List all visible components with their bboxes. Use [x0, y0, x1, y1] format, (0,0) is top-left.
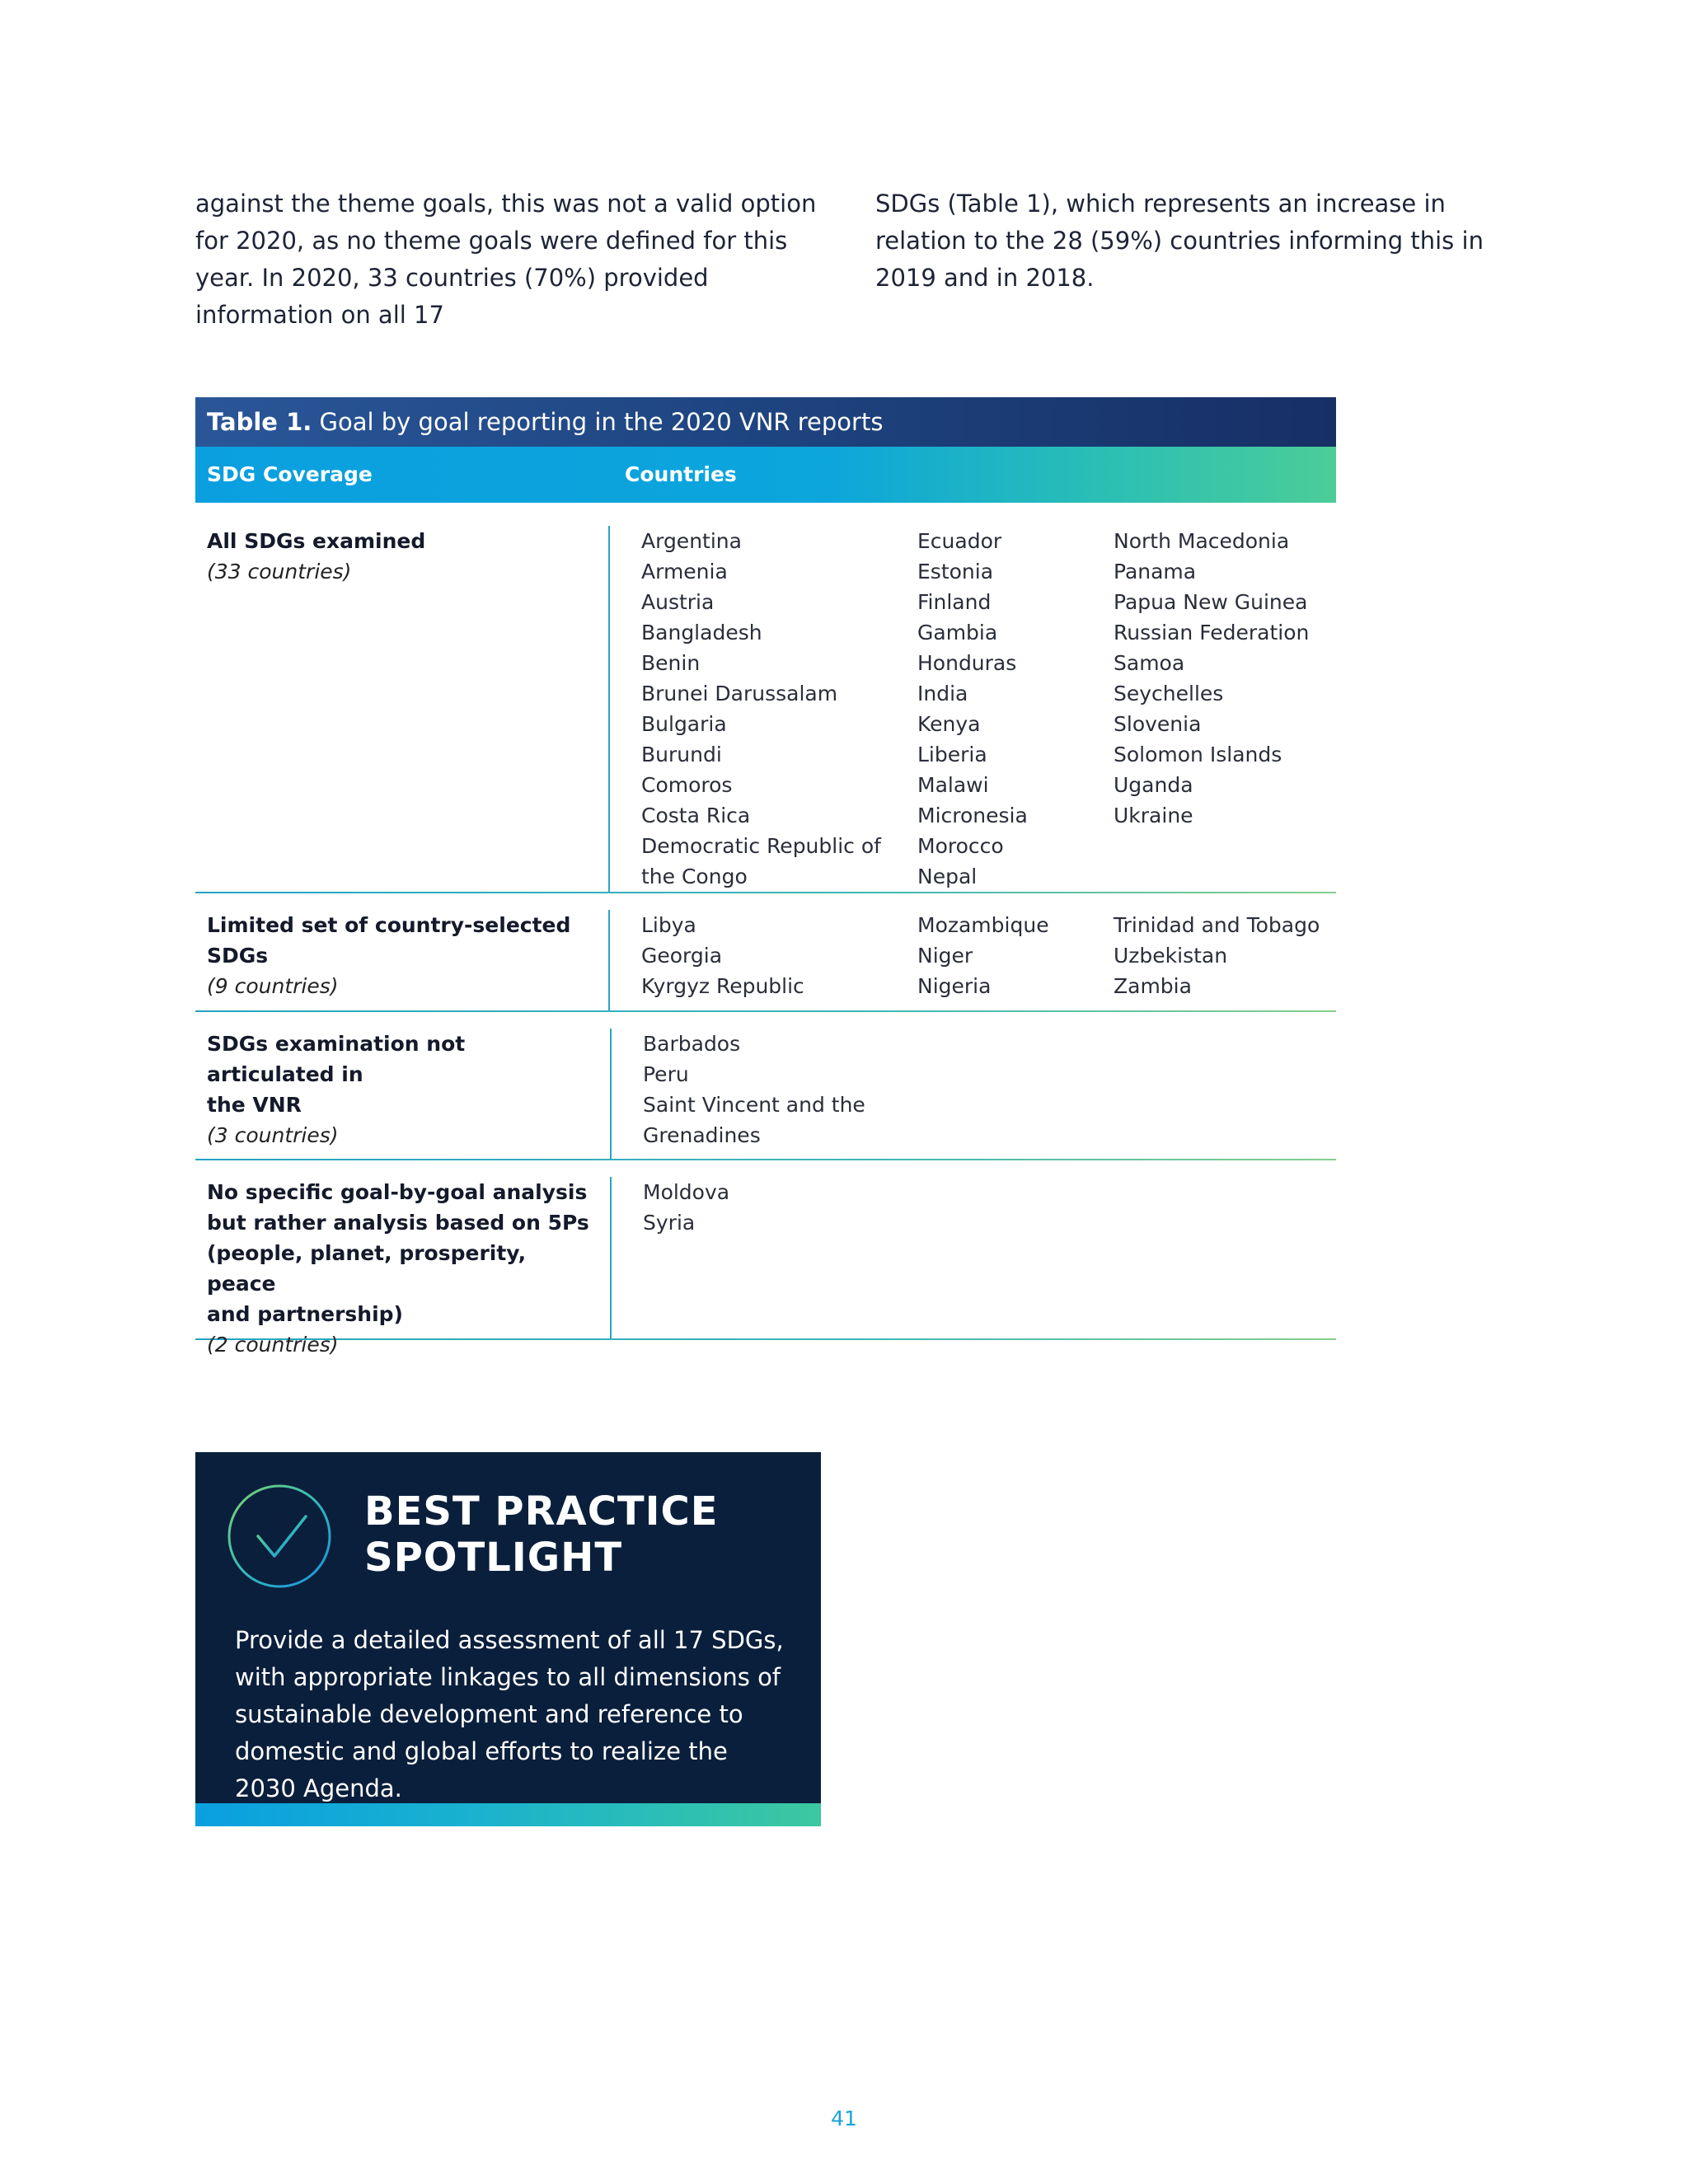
spotlight-text: Provide a detailed assessment of all 17 SDGs, with appropriate linkages to all dimensions of sustainable development and reference to domestic and global efforts to realize the 2030 Agenda. — [235, 1626, 784, 1802]
country: Burundi — [641, 743, 722, 766]
country: Saint Vincent and the — [643, 1093, 865, 1117]
coverage-title-line: (people, planet, prosperity, peace — [207, 1241, 527, 1296]
coverage-count: (2 countries) — [207, 1333, 339, 1357]
country: Trinidad and Tobago — [1114, 913, 1320, 937]
coverage-count: (33 countries) — [207, 560, 352, 583]
table-row — [195, 503, 1336, 893]
country: Russian Federation — [1114, 621, 1310, 644]
country: Democratic Republic of — [641, 834, 881, 858]
coverage-cell — [195, 1029, 612, 1159]
countries-column-1 — [643, 1029, 919, 1159]
table-row — [195, 1012, 1336, 1160]
country: Malawi — [917, 773, 989, 797]
header-sdg-coverage: SDG Coverage — [207, 462, 373, 486]
country: Peru — [643, 1062, 689, 1086]
country: Moldova — [643, 1180, 730, 1204]
countries-column-1 — [641, 526, 917, 892]
intro-right-column: SDGs (Table 1), which represents an increase in relation to the 28 (59%) countries informing this in 2019 and in 2018. — [875, 190, 1484, 292]
countries-cell — [612, 1029, 919, 1159]
country: Uzbekistan — [1114, 944, 1228, 968]
country: Finland — [917, 590, 992, 614]
country: Ukraine — [1114, 804, 1193, 827]
country: Mozambique — [917, 913, 1049, 937]
table-label: Table 1. — [207, 408, 312, 436]
table-1 — [195, 397, 1336, 1357]
country: Slovenia — [1114, 712, 1202, 736]
coverage-count: (3 countries) — [207, 1123, 339, 1147]
table-caption — [195, 397, 1336, 447]
countries-column-1 — [643, 1177, 919, 1338]
country: Georgia — [641, 944, 723, 968]
country: India — [917, 682, 968, 705]
coverage-title-line: but rather analysis based on 5Ps — [207, 1211, 589, 1235]
country: Grenadines — [643, 1123, 761, 1147]
coverage-title: Limited set of country-selected SDGs — [207, 913, 571, 968]
country: Papua New Guinea — [1114, 590, 1308, 614]
spotlight-title — [364, 1488, 727, 1581]
country: Brunei Darussalam — [641, 682, 838, 705]
country: Liberia — [917, 743, 987, 766]
coverage-cell — [195, 910, 610, 1010]
country: Argentina — [641, 529, 742, 553]
countries-column-3 — [1114, 910, 1336, 1010]
spotlight-gradient-bar — [195, 1803, 821, 1826]
page-number: 41 — [831, 2107, 857, 2130]
country: Armenia — [641, 560, 728, 583]
country: Seychelles — [1114, 682, 1224, 705]
country: Libya — [641, 913, 696, 937]
country: Nigeria — [917, 974, 992, 998]
country: Micronesia — [917, 804, 1028, 827]
country: Austria — [641, 590, 715, 614]
coverage-cell — [195, 526, 610, 892]
table-row — [195, 893, 1336, 1012]
check-circle-icon — [227, 1483, 332, 1589]
country: the Congo — [641, 865, 748, 888]
country: Bangladesh — [641, 621, 762, 644]
country: Barbados — [643, 1032, 741, 1056]
coverage-cell — [195, 1177, 612, 1357]
country: Benin — [641, 651, 701, 675]
best-practice-spotlight — [195, 1452, 821, 1826]
country: Gambia — [917, 621, 998, 644]
countries-cell — [612, 1177, 919, 1338]
country: Bulgaria — [641, 712, 727, 736]
country: Nepal — [917, 865, 978, 888]
country: Costa Rica — [641, 804, 751, 827]
country: Ecuador — [917, 529, 1002, 553]
intro-left-column: against the theme goals, this was not a valid option for 2020, as no theme goals were defined for this year. In 2020, 33 countries (70%) provided information on all 17 — [195, 190, 817, 329]
countries-column-1 — [641, 910, 917, 1010]
country: North Macedonia — [1114, 529, 1290, 553]
country: Morocco — [917, 834, 1004, 858]
country: Honduras — [917, 651, 1017, 675]
table-header — [195, 447, 1336, 503]
country: Samoa — [1114, 651, 1185, 675]
coverage-count: (9 countries) — [207, 974, 339, 998]
country: Kyrgyz Republic — [641, 974, 804, 998]
countries-column-2 — [917, 526, 1114, 892]
country: Comoros — [641, 773, 733, 797]
country: Estonia — [917, 560, 994, 583]
country: Solomon Islands — [1114, 743, 1282, 766]
countries-column-2 — [917, 910, 1114, 1010]
country: Zambia — [1114, 974, 1192, 998]
country: Niger — [917, 944, 973, 968]
header-countries: Countries — [625, 462, 737, 486]
countries-cell — [610, 910, 1336, 1010]
countries-cell — [610, 526, 1336, 892]
spotlight-title-line: BEST PRACTICE — [364, 1488, 719, 1535]
countries-column-3 — [1114, 526, 1336, 892]
country: Kenya — [917, 712, 981, 736]
table-row — [195, 1160, 1336, 1357]
coverage-title-line: and partnership) — [207, 1302, 403, 1326]
table-caption-text: Goal by goal reporting in the 2020 VNR reports — [319, 408, 884, 436]
coverage-title-line: SDGs examination not articulated in — [207, 1032, 466, 1086]
country: Syria — [643, 1211, 696, 1235]
spotlight-title-line: SPOTLIGHT — [364, 1535, 623, 1581]
coverage-title-line: the VNR — [207, 1093, 302, 1117]
coverage-title: All SDGs examined — [207, 529, 426, 553]
intro-text — [195, 185, 1498, 334]
coverage-title-line: No specific goal-by-goal analysis — [207, 1180, 588, 1204]
country: Uganda — [1114, 773, 1193, 797]
country: Panama — [1114, 560, 1197, 583]
